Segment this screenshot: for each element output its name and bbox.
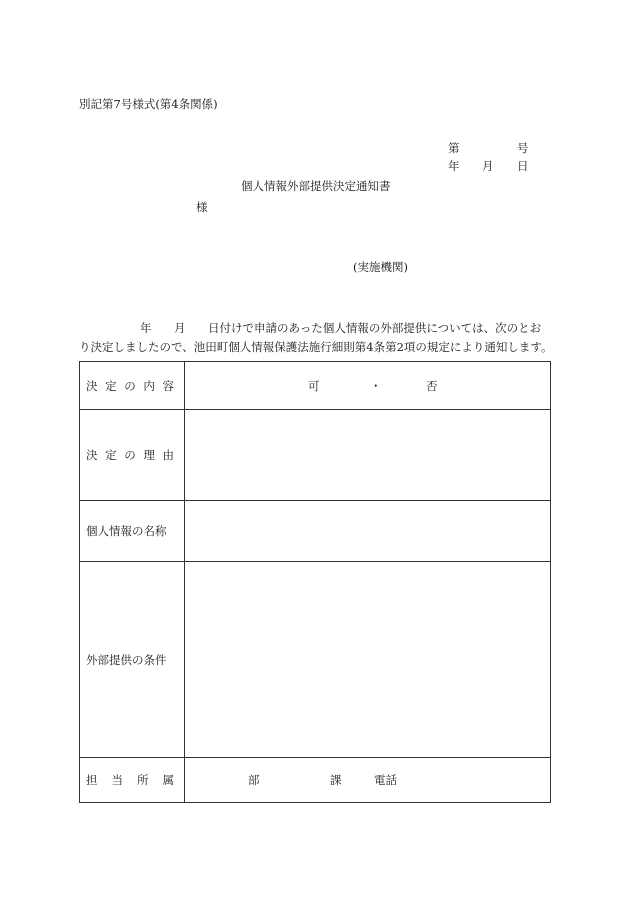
reject-option: 否 xyxy=(426,378,438,393)
date-year: 年 xyxy=(448,159,460,173)
label-info-name: 個人情報の名称 xyxy=(80,501,185,562)
body-month: 月 xyxy=(174,321,186,335)
provision-conditions-value[interactable] xyxy=(185,562,551,758)
table-row xyxy=(80,501,551,562)
body-text-line2: り決定しましたので、池田町個人情報保護法施行細則第4条第2項の規定により通知します。 xyxy=(79,340,553,354)
phone-label: 電話 xyxy=(374,773,397,787)
label-decision-reason: 決 定 の 理 由 xyxy=(80,410,185,501)
decision-content-value[interactable] xyxy=(185,362,551,410)
approve-option: 可 xyxy=(308,378,320,393)
doc-number-prefix: 第 xyxy=(448,141,460,155)
section-suffix: 課 xyxy=(330,773,342,787)
department-suffix: 部 xyxy=(248,773,260,787)
table-row xyxy=(80,410,551,501)
label-provision-conditions: 外部提供の条件 xyxy=(80,562,185,758)
decision-reason-value[interactable] xyxy=(185,410,551,501)
date-day: 日 xyxy=(517,159,529,173)
contact-department-value[interactable] xyxy=(185,758,551,803)
table-row xyxy=(80,362,551,410)
implementing-agency: (実施機関) xyxy=(353,260,408,274)
body-year: 年 xyxy=(140,321,152,335)
label-contact-department: 担 当 所 属 xyxy=(80,758,185,803)
date-month: 月 xyxy=(482,159,494,173)
table-row xyxy=(80,758,551,803)
doc-number-suffix: 号 xyxy=(517,141,529,155)
body-text-line1: 日付けで申請のあった個人情報の外部提供については、次のとお xyxy=(208,321,542,335)
recipient-honorific: 様 xyxy=(196,200,208,214)
document-title: 個人情報外部提供決定通知書 xyxy=(241,179,391,193)
info-name-value[interactable] xyxy=(185,501,551,562)
table-row xyxy=(80,562,551,758)
form-number-label: 別記第7号様式(第4条関係) xyxy=(79,97,218,111)
separator-dot: ・ xyxy=(370,378,382,393)
label-decision-content: 決 定 の 内 容 xyxy=(80,362,185,410)
decision-table xyxy=(79,361,551,803)
